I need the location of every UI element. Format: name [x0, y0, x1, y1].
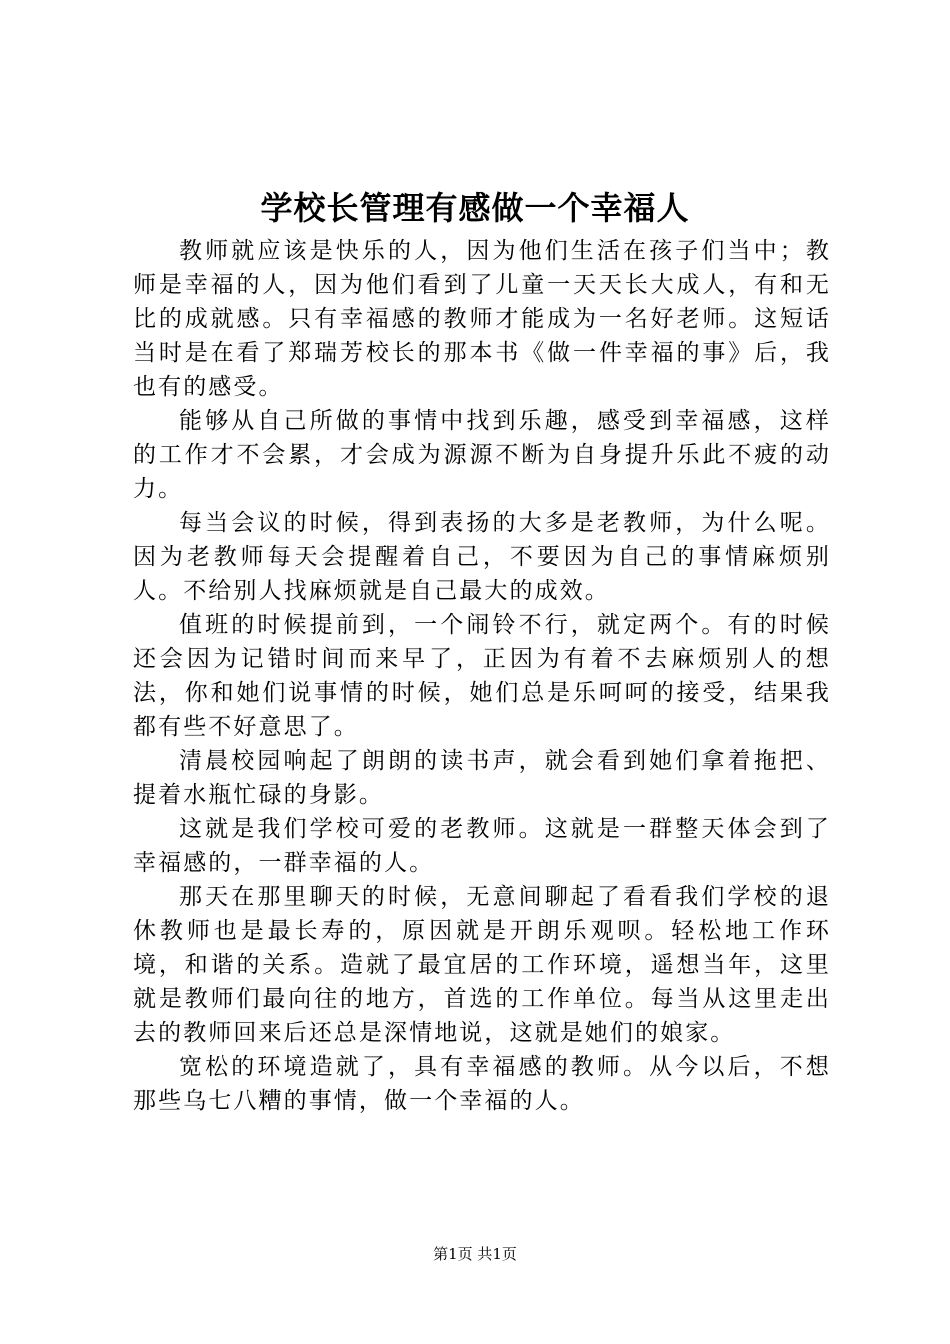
paragraph-2: 能够从自己所做的事情中找到乐趣，感受到幸福感，这样的工作才不会累，才会成为源源不断为自身提升乐此不疲的动力。 [133, 408, 831, 502]
paragraph-3: 每当会议的时候，得到表扬的大多是老教师，为什么呢。因为老教师每天会提醒着自己，不要因为自己的事情麻烦别人。不给别人找麻烦就是自己最大的成效。 [133, 510, 831, 604]
paragraph-1: 教师就应该是快乐的人，因为他们生活在孩子们当中；教师是幸福的人，因为他们看到了儿童一天天长大成人，有和无比的成就感。只有幸福感的教师才能成为一名好老师。这短话当时是在看了郑瑞芳校长的那本书《做一件幸福的事》后，我也有的感受。 [133, 238, 831, 400]
page-number-footer: 第1页 共1页 [433, 1245, 517, 1263]
paragraph-8: 宽松的环境造就了，具有幸福感的教师。从今以后，不想那些乌七八糟的事情，做一个幸福的人。 [133, 1054, 831, 1114]
document-body [133, 234, 831, 1118]
paragraph-4: 值班的时候提前到，一个闹铃不行，就定两个。有的时候还会因为记错时间而来早了，正因为有着不去麻烦别人的想法，你和她们说事情的时候，她们总是乐呵呵的接受，结果我都有些不好意思了。 [133, 612, 831, 740]
paragraph-6: 这就是我们学校可爱的老教师。这就是一群整天体会到了幸福感的，一群幸福的人。 [133, 816, 831, 876]
paragraph-7: 那天在那里聊天的时候，无意间聊起了看看我们学校的退休教师也是最长寿的，原因就是开朗乐观呗。轻松地工作环境，和谐的关系。造就了最宜居的工作环境，遥想当年，这里就是教师们最向往的地方，首选的工作单位。每当从这里走出去的教师回来后还总是深情地说，这就是她们的娘家。 [133, 884, 831, 1046]
document-title: 学校长管理有感做一个幸福人 [260, 189, 690, 227]
paragraph-5: 清晨校园响起了朗朗的读书声，就会看到她们拿着拖把、提着水瓶忙碌的身影。 [133, 748, 831, 808]
